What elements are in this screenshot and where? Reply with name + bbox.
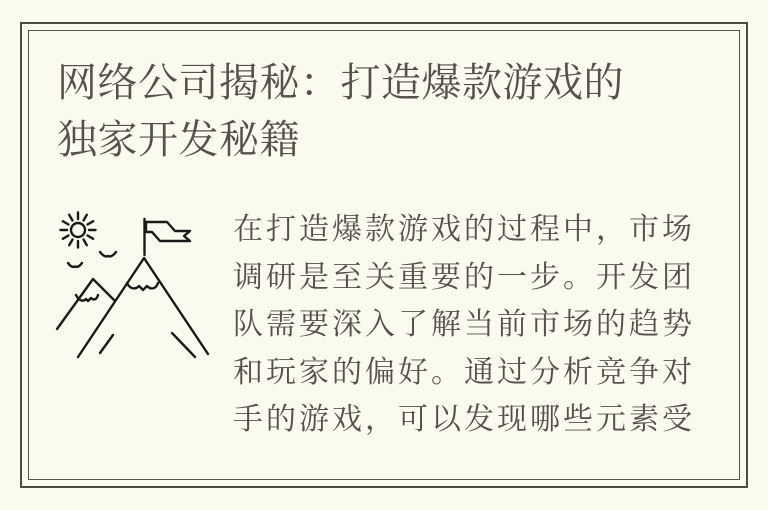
mountain-flag-illustration — [50, 195, 240, 400]
flag-icon — [145, 219, 191, 255]
mountains-icon — [57, 258, 208, 357]
sun-icon — [61, 213, 96, 248]
card-inner-border — [28, 30, 740, 480]
article-title: 网络公司揭秘：打造爆款游戏的独家开发秘籍 — [57, 61, 624, 162]
ground-strokes — [100, 333, 195, 357]
article-card — [20, 22, 748, 488]
article-body: 在打造爆款游戏的过程中，市场调研是至关重要的一步。开发团队需要深入了解当前市场的趋势和玩家的偏好。通过分析竞争对手的游戏，可以发现哪些元素受 — [233, 213, 695, 436]
bird-icon — [68, 263, 82, 267]
bird-icon — [100, 252, 116, 256]
